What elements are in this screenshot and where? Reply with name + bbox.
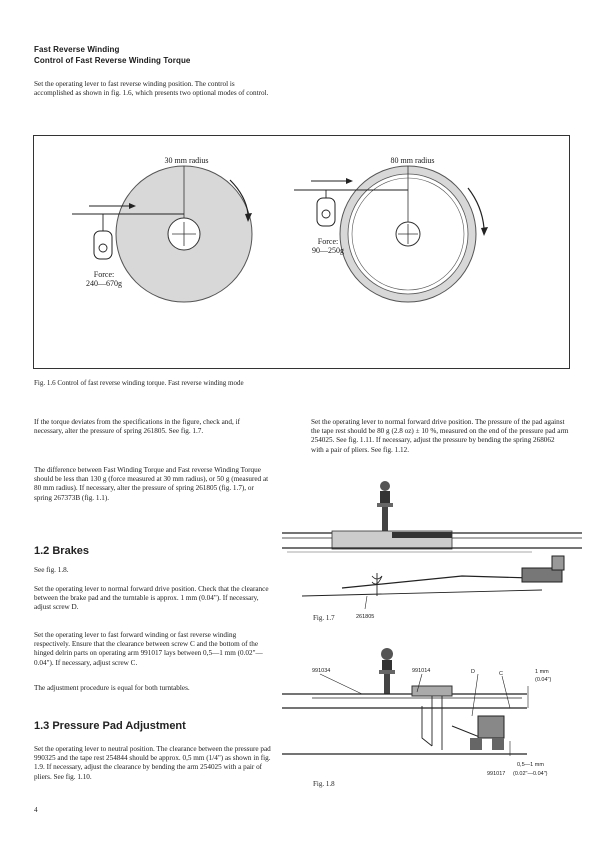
figure-1-7-part-label: 261805 (356, 614, 375, 620)
brakes-see-fig: See fig. 1.8. (34, 566, 69, 574)
pressure-pad-heading: 1.3 Pressure Pad Adjustment (34, 720, 186, 732)
label-gap: 0,5—1 mm (517, 762, 544, 768)
label-1mm: 1 mm (535, 669, 549, 675)
pressure-paragraph: Set the operating lever to normal forward drive position. The pressure of the pad against the tape rest should be 80 g (2.8 oz) ± 10 %, measured on the end of the pressure pad arm 254025. See fig. 1.11. If necessary, adjust the pressure by bending the spring 268062 with a pair of pliers. See fig. 1.12. (311, 418, 569, 454)
intro-paragraph: Set the operating lever to fast reverse winding position. The control is accomplished as shown in fig. 1.6, which presents two optional modes of control. (34, 80, 269, 98)
label-d: D (471, 669, 475, 675)
brakes-paragraph-2: Set the operating lever to fast forward winding or fast reverse winding respectively. Ensure that the clearance between screw C and the bottom of the hinged delrin parts on operating arm 991017 lays between 0,5—1 mm (0.02"—0.04"). If necessary, adjust screw C. (34, 631, 263, 667)
page-number: 4 (34, 806, 38, 814)
figure-1-7-caption: Fig. 1.7 (313, 614, 335, 622)
force-value-right: 90—250g (312, 246, 344, 255)
label-gap-inch: (0.02"—0.04") (513, 771, 548, 777)
figure-1-8-caption: Fig. 1.8 (313, 780, 335, 788)
radius-label-left: 30 mm radius (164, 156, 209, 165)
difference-paragraph: The difference between Fast Winding Torque and Fast reverse Winding Torque should be less than 130 g (force measured at 30 mm radius), or 50 g (measured at 80 mm radius). If necessary, alter the pressure of spring 261805 (fig. 1.7), or spring 267373B (fig. 1.1). (34, 466, 269, 502)
figure-1-7-drawing (282, 478, 582, 613)
brakes-heading: 1.2 Brakes (34, 545, 90, 557)
label-1mm-inch: (0.04") (535, 677, 552, 683)
force-label-left: Force: (93, 270, 115, 279)
force-value-left: 240—670g (86, 279, 122, 288)
section-title: Fast Reverse Winding (34, 45, 120, 54)
label-991017: 991017 (487, 771, 506, 777)
figure-1-6 (33, 135, 570, 369)
label-991034: 991034 (312, 668, 331, 674)
label-c: C (499, 671, 503, 677)
brakes-paragraph-3: The adjustment procedure is equal for both turntables. (34, 684, 190, 692)
figure-1-6-caption: Fig. 1.6 Control of fast reverse winding torque. Fast reverse winding mode (34, 379, 244, 387)
torque-paragraph: If the torque deviates from the specifications in the figure, check and, if necessary, alter the pressure of spring 261805. See fig. 1.7. (34, 418, 240, 436)
radius-label-right: 80 mm radius (390, 156, 435, 165)
label-991014: 991014 (412, 668, 431, 674)
brakes-paragraph-1: Set the operating lever to normal forward drive position. Check that the clearance between the brake pad and the turntable is approx. 1 mm (0.04"). If necessary, adjust screw D. (34, 585, 269, 612)
pressure-pad-paragraph: Set the operating lever to neutral position. The clearance between the pressure pad 990325 and the tape rest 254844 should be approx. 0,5 mm (1/4") as shown in fig. 1.9. If necessary, adjust the clearance by bending the arm 254025 with a pair of pliers. See fig. 1.10. (34, 745, 271, 781)
figure-1-8-drawing (282, 646, 582, 776)
force-label-right: Force: (317, 237, 339, 246)
section-subtitle: Control of Fast Reverse Winding Torque (34, 56, 191, 65)
